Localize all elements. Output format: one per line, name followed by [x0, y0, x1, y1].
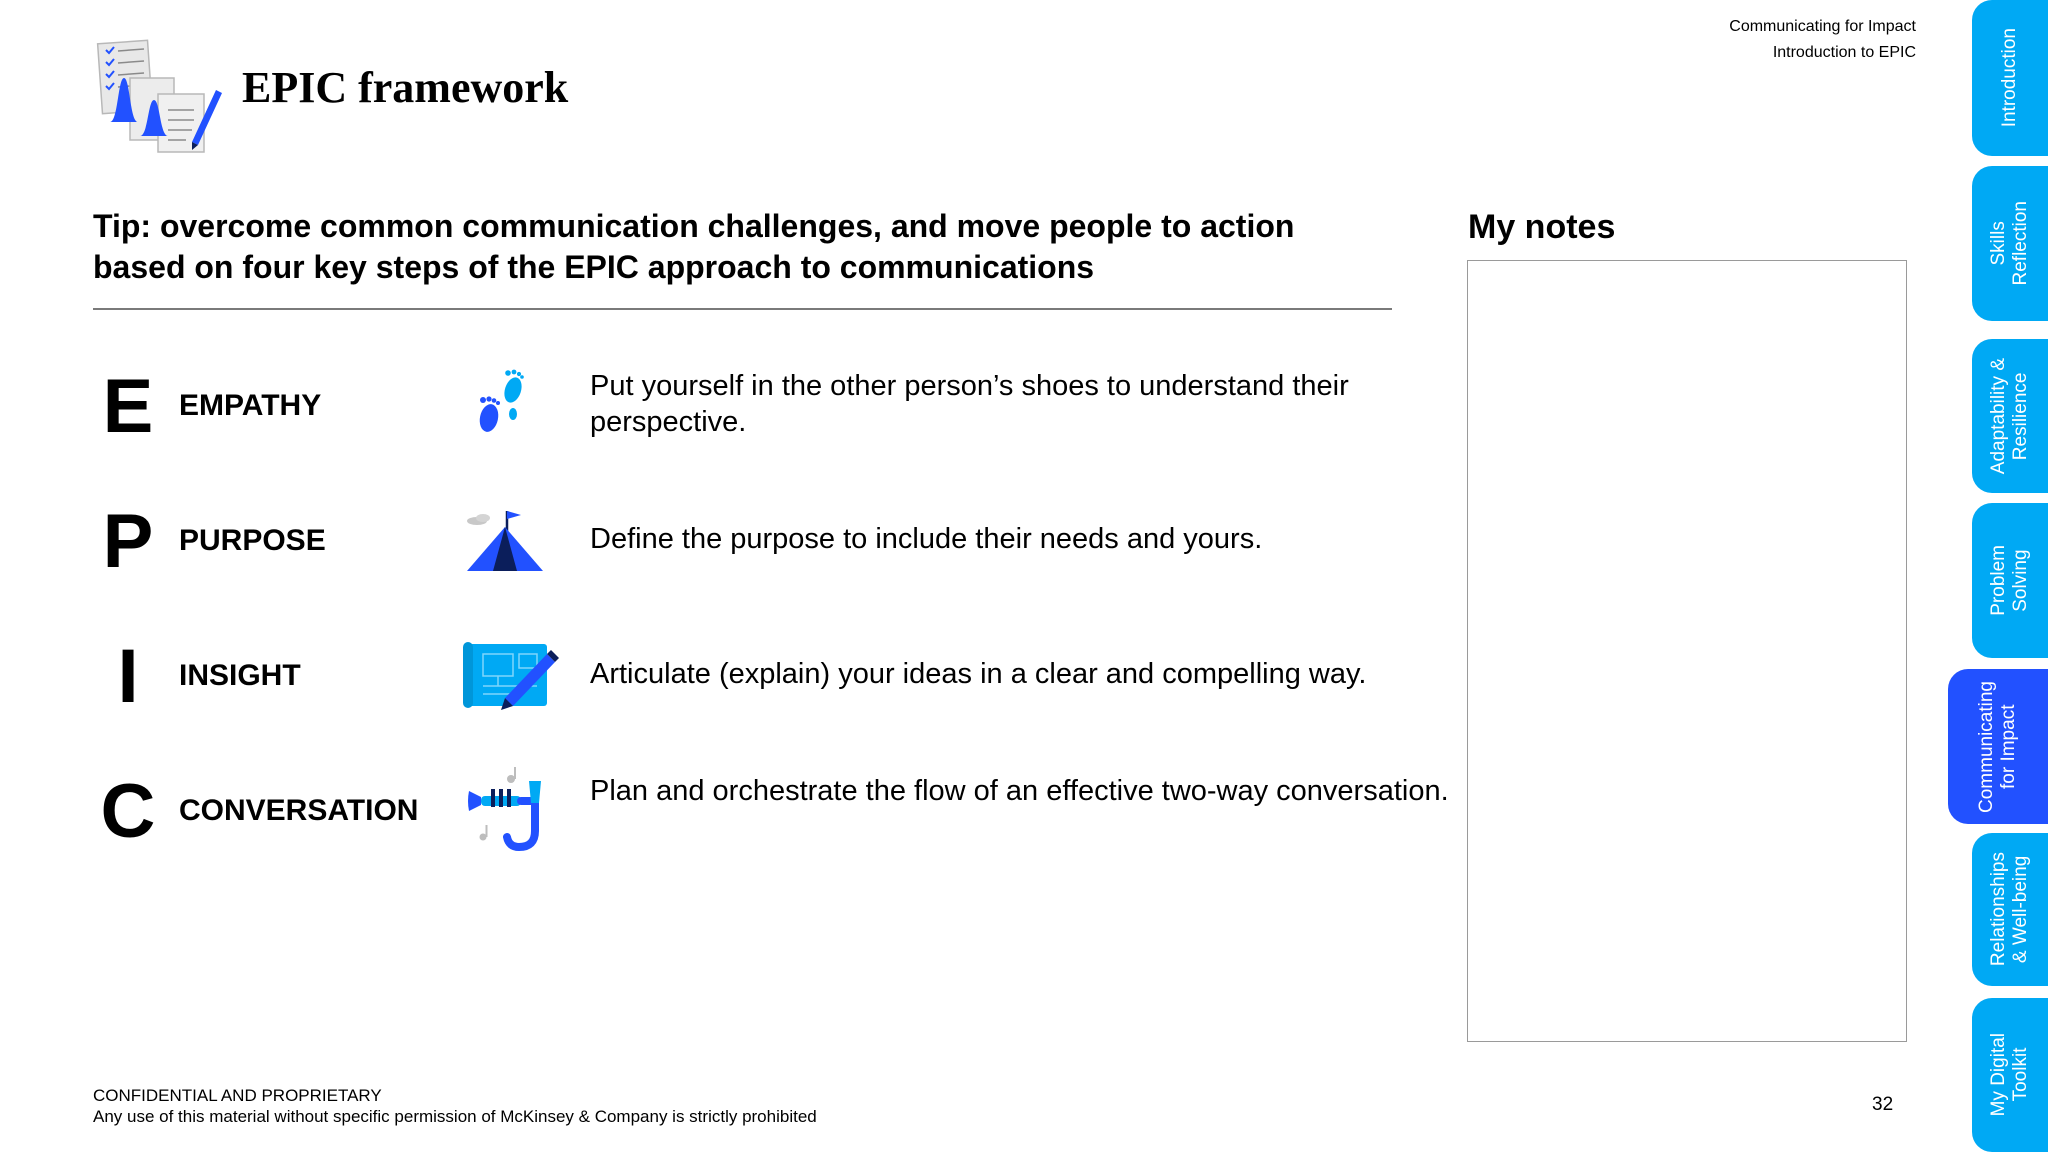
tab-label: Relationships & Well-being [1988, 852, 2031, 967]
tab-label: My Digital Toolkit [1988, 1033, 2031, 1117]
epic-row-insight [93, 632, 1413, 752]
footprints-icon [463, 362, 547, 446]
step-letter: C [100, 769, 156, 854]
trumpet-notes-icon [463, 767, 547, 851]
tab-relationships-well-being[interactable] [1972, 833, 2048, 986]
tab-adaptability-resilience[interactable] [1972, 339, 2048, 493]
epic-row-purpose [93, 497, 1413, 617]
tab-problem-solving[interactable] [1972, 503, 2048, 658]
tab-label: Skills Reflection [1988, 201, 2031, 286]
step-letter: I [117, 634, 139, 719]
tab-introduction[interactable] [1972, 0, 2048, 156]
blueprint-pencil-icon [463, 632, 547, 716]
step-name: INSIGHT [179, 659, 301, 692]
divider [93, 308, 1392, 310]
breadcrumb-page: Introduction to EPIC [1772, 44, 1916, 61]
step-letter: E [102, 364, 154, 449]
epic-row-empathy [93, 362, 1413, 482]
step-name: PURPOSE [179, 524, 326, 557]
footer-disclaimer [93, 1085, 817, 1127]
step-description: Plan and orchestrate the flow of an effective two-way conversation. [590, 775, 1449, 807]
tab-label: Introduction [1999, 28, 2020, 128]
tab-communicating-for-impact[interactable] [1948, 669, 2048, 824]
notes-title: My notes [1468, 208, 1616, 246]
tab-label: Adaptability & Resilience [1988, 357, 2031, 475]
step-description: Define the purpose to include their needs and yours. [590, 523, 1263, 555]
step-name: CONVERSATION [179, 794, 419, 827]
tab-skills-reflection[interactable] [1972, 166, 2048, 321]
tip-text: Tip: overcome common communication challenges, and move people to action based on four key steps of the EPIC approach to communications [93, 208, 1295, 285]
step-description: Articulate (explain) your ideas in a clear and compelling way. [590, 658, 1367, 690]
page-number: 32 [1872, 1094, 1894, 1115]
usage-notice: Any use of this material without specific permission of McKinsey & Company is strictly prohibited [93, 1107, 817, 1126]
notes-input[interactable] [1467, 260, 1907, 1042]
confidential-label: CONFIDENTIAL AND PROPRIETARY [93, 1086, 382, 1105]
step-letter: P [102, 499, 154, 584]
tab-my-digital-toolkit[interactable] [1972, 998, 2048, 1152]
documents-chart-icon [96, 38, 226, 154]
tab-label: Problem Solving [1988, 545, 2031, 616]
tab-label: Communicating for Impact [1976, 680, 2019, 813]
page-title: EPIC framework [242, 63, 569, 112]
breadcrumb-section: Communicating for Impact [1729, 18, 1916, 35]
mountain-flag-icon [463, 497, 547, 581]
step-description: Put yourself in the other person’s shoes to understand their perspective. [590, 370, 1349, 438]
epic-row-conversation [93, 767, 1449, 887]
step-name: EMPATHY [179, 389, 322, 422]
breadcrumb [1729, 14, 1916, 66]
